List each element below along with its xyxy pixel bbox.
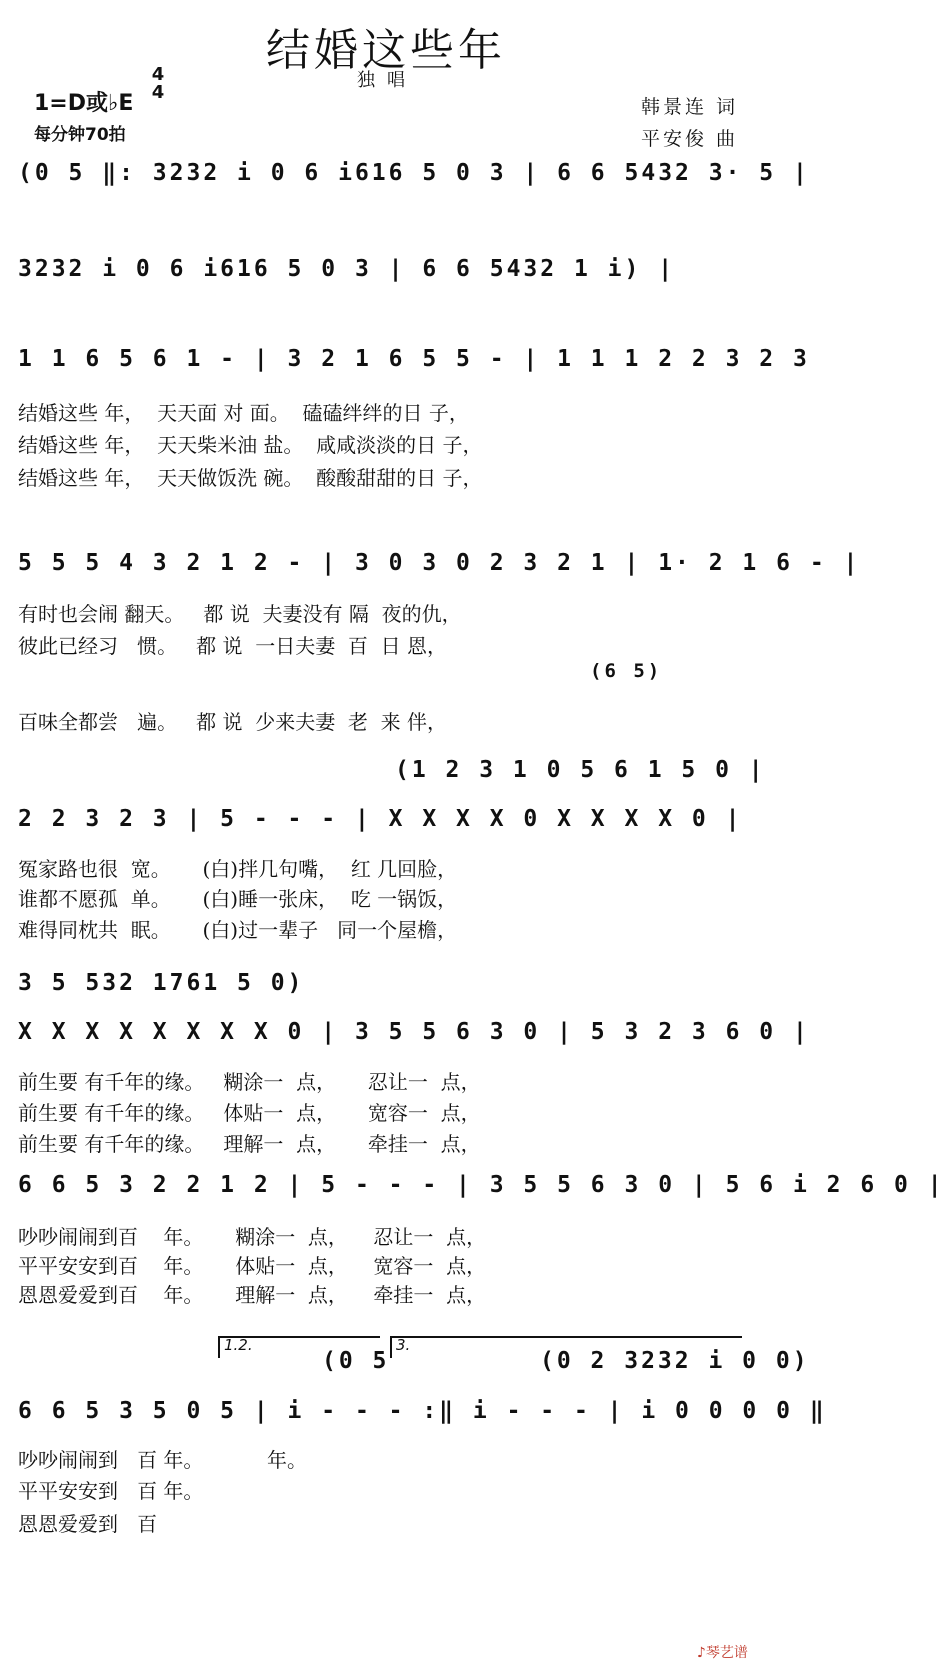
notation-line: 1 1 6 5 6 1 - | 3 2 1 6 5 5 - | 1 1 1 2 2 3 2 3 [18, 346, 810, 372]
lyric-line: 平平安安到 百 年。 [18, 1479, 204, 1503]
lyric-line: 平平安安到百 年。 体贴一 点， 宽容一 点， [18, 1254, 487, 1278]
lyric-line: 冤家路也很 宽。 (白)拌几句嘴， 红 几回脸， [18, 857, 458, 881]
notation-line: (0 2 3232 i 0 0) [540, 1348, 810, 1374]
notation-line: 6 6 5 3 5 0 5 | i - - - :‖ i - - - | i 0 0 0 0 ‖ [18, 1398, 827, 1424]
watermark-logo [688, 1626, 748, 1662]
notation-line: 2 2 3 2 3 | 5 - - - | X X X X 0 X X X X 0 | [18, 806, 743, 832]
lyric-line: 吵吵闹闹到 百 年。 年。 [18, 1448, 308, 1472]
notation-line: (0 5 [322, 1348, 390, 1374]
lyric-line: 前生要 有千年的缘。 理解一 点， 牵挂一 点， [18, 1132, 481, 1156]
volta-label: 3. [396, 1336, 411, 1354]
lyric-line: 吵吵闹闹到百 年。 糊涂一 点， 忍让一 点， [18, 1225, 487, 1249]
notation-line: 3 5 532 1761 5 0) [18, 970, 305, 996]
lyricist-credit: 韩景连 词 [641, 96, 739, 118]
music-note-icon: ♪ [696, 1645, 706, 1661]
volta-label: 1.2. [224, 1336, 253, 1354]
key-signature: 1=D或♭E [34, 91, 134, 116]
notation-line: 6 6 5 3 2 2 1 2 | 5 - - - | 3 5 5 6 3 0 | 5 6 i 2 6 0 | [18, 1172, 945, 1198]
lyric-line: 恩恩爱爱到 百 [18, 1512, 158, 1536]
lyric-line: 有时也会闹 翻天。 都 说 夫妻没有 隔 夜的仇， [18, 602, 462, 626]
lyric-line: 结婚这些 年， 天天面 对 面。 磕磕绊绊的日 子， [18, 401, 469, 425]
lyric-line: 结婚这些 年， 天天做饭洗 碗。 酸酸甜甜的日 子， [18, 466, 483, 490]
tempo-marking: 每分钟70拍 [34, 125, 126, 145]
lyric-line: 难得同枕共 眠。 (白)过一辈子 同一个屋檐， [18, 918, 458, 942]
notation-line: X X X X X X X X 0 | 3 5 5 6 3 0 | 5 3 2 3 6 0 | [18, 1019, 810, 1045]
notation-line: 3232 i 0 6 i616 5 0 3 | 6 6 5432 1 i) | [18, 256, 676, 282]
lyric-line: 结婚这些 年， 天天柴米油 盐。 咸咸淡淡的日 子， [18, 433, 483, 457]
notation-line: 5 5 5 4 3 2 1 2 - | 3 0 3 0 2 3 2 1 | 1· 2 1 6 - | [18, 550, 861, 576]
song-title: 结婚这些年 [266, 25, 506, 76]
lyric-line: 前生要 有千年的缘。 体贴一 点， 宽容一 点， [18, 1101, 481, 1125]
watermark-text: 琴艺谱 [705, 1645, 748, 1661]
composer-credit: 平安俊 曲 [641, 128, 739, 150]
lyric-line: 百味全都尝 遍。 都 说 少来夫妻 老 来 伴， [18, 710, 448, 734]
lyric-line: 恩恩爱爱到百 年。 理解一 点， 牵挂一 点， [18, 1283, 487, 1307]
lyric-line: 前生要 有千年的缘。 糊涂一 点， 忍让一 点， [18, 1070, 481, 1094]
lyric-line: 谁都不愿孤 单。 (白)睡一张床， 吃 一锅饭， [18, 887, 458, 911]
time-signature: 4 4 [151, 64, 165, 103]
lyric-line: 彼此已经习 惯。 都 说 一日夫妻 百 日 恩， [18, 634, 448, 658]
performance-type: 独唱 [357, 70, 417, 91]
notation-line: (0 5 ‖: 3232 i 0 6 i616 5 0 3 | 6 6 5432 3· 5 | [18, 160, 810, 186]
alternate-notes: (6 5) [590, 660, 663, 682]
notation-line: (1 2 3 1 0 5 6 1 5 0 | [395, 757, 766, 783]
